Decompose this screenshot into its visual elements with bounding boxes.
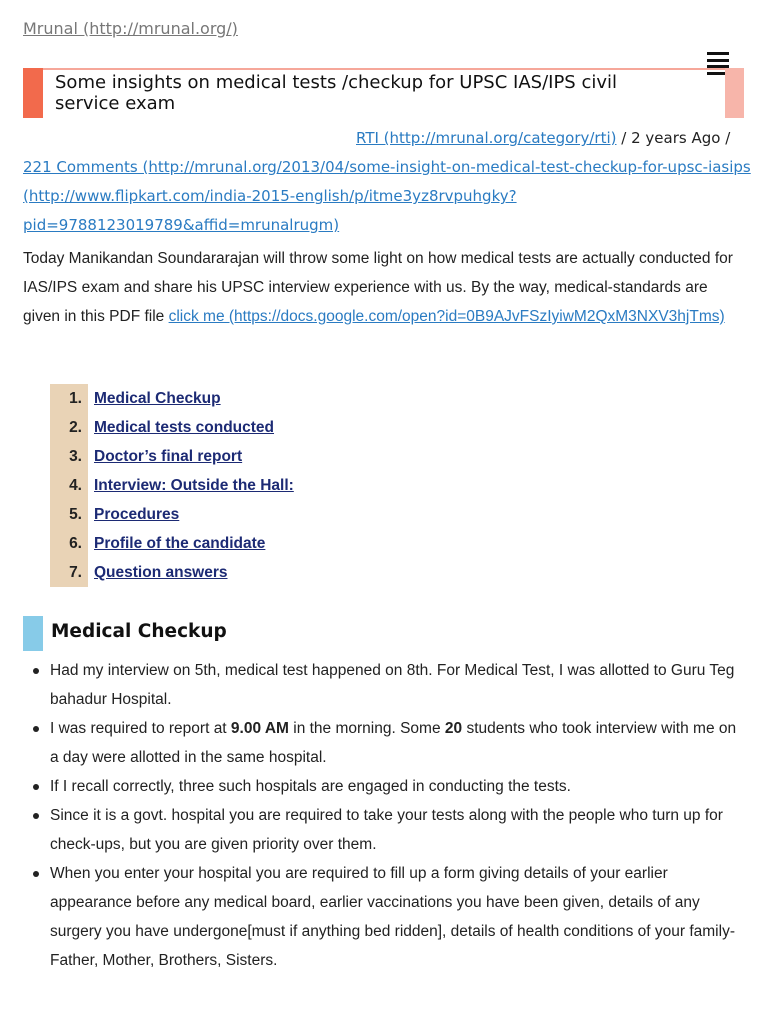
list-item: When you enter your hospital you are required to fill up a form giving details of your earlier appearance before any medical board, earlier vaccinations you have been given, details of any surgery you have undergone[must if anything bed ridden], details of health conditions of your family- Father, Mother, Brothers, Sisters. <box>23 859 748 975</box>
list-item-text: in the morning. Some <box>288 720 445 737</box>
table-of-contents <box>50 384 294 587</box>
section-title: Medical Checkup <box>51 621 227 642</box>
title-accent-right <box>725 68 744 118</box>
list-item <box>23 714 748 772</box>
toc-number: 3. <box>50 442 88 471</box>
toc-link-question-answers[interactable]: Question answers <box>94 564 228 581</box>
article-meta <box>356 129 730 147</box>
intro-text: Today Manikandan Soundararajan will throw some light on how medical tests are actually conducted for IAS/IPS exam and share his UPSC interview experience with us. By the way, medical-standards are given in this PDF file <box>23 250 733 325</box>
title-accent-left <box>23 68 43 118</box>
section-accent <box>23 616 43 651</box>
toc-link-medical-tests[interactable]: Medical tests conducted <box>94 419 275 436</box>
toc-number: 1. <box>50 384 88 413</box>
toc-row <box>50 471 294 500</box>
comments-link[interactable]: 221 Comments (http://mrunal.org/2013/04/some-insight-on-medical-test-checkup-for-upsc-iasips <box>23 158 751 176</box>
flipkart-link[interactable]: (http://www.flipkart.com/india-2015-english/p/itme3yz8rvpuhgky?pid=9788123019789&affid=mrunalrugm) <box>23 187 517 234</box>
article-links <box>23 153 758 240</box>
toc-link-procedures[interactable]: Procedures <box>94 506 180 523</box>
list-item: Since it is a govt. hospital you are required to take your tests along with the people who turn up for check-ups, but you are given priority over them. <box>23 801 748 859</box>
list-item-text: I was required to report at <box>50 720 231 737</box>
toc-number: 4. <box>50 471 88 500</box>
toc-number: 5. <box>50 500 88 529</box>
toc-number: 2. <box>50 413 88 442</box>
toc-row <box>50 529 294 558</box>
meta-separator: / <box>725 129 731 147</box>
report-time: 9.00 AM <box>230 720 289 737</box>
toc-link-doctor-report[interactable]: Doctor’s final report <box>94 448 243 465</box>
title-accent-line <box>43 68 744 70</box>
article-title-bar <box>23 68 744 118</box>
article-title: Some insights on medical tests /checkup for UPSC IAS/IPS civil service exam <box>55 72 617 114</box>
article-intro <box>23 244 743 331</box>
list-item: If I recall correctly, three such hospitals are engaged in conducting the tests. <box>23 772 748 801</box>
toc-number: 7. <box>50 558 88 587</box>
meta-separator: / <box>621 129 632 147</box>
toc-link-interview[interactable]: Interview: Outside the Hall: <box>94 477 294 494</box>
toc-row <box>50 558 294 587</box>
toc-link-medical-checkup[interactable]: Medical Checkup <box>94 390 221 407</box>
list-item-text: students who took interview with me on a day were allotted in the same hospital. <box>50 720 737 766</box>
toc-row <box>50 442 294 471</box>
toc-link-profile[interactable]: Profile of the candidate <box>94 535 266 552</box>
toc-number: 6. <box>50 529 88 558</box>
post-age: 2 years Ago <box>631 129 721 147</box>
student-count: 20 <box>444 720 463 737</box>
toc-row <box>50 384 294 413</box>
site-home-link[interactable]: Mrunal (http://mrunal.org/) <box>23 19 238 38</box>
category-link[interactable]: RTI (http://mrunal.org/category/rti) <box>356 129 617 147</box>
toc-row <box>50 413 294 442</box>
toc-row <box>50 500 294 529</box>
pdf-link[interactable]: click me (https://docs.google.com/open?id=0B9AJvFSzIyiwM2QxM3NXV3hjTms) <box>168 308 725 325</box>
section-bullets <box>23 656 748 975</box>
list-item: Had my interview on 5th, medical test happened on 8th. For Medical Test, I was allotted to Guru Teg bahadur Hospital. <box>23 656 748 714</box>
